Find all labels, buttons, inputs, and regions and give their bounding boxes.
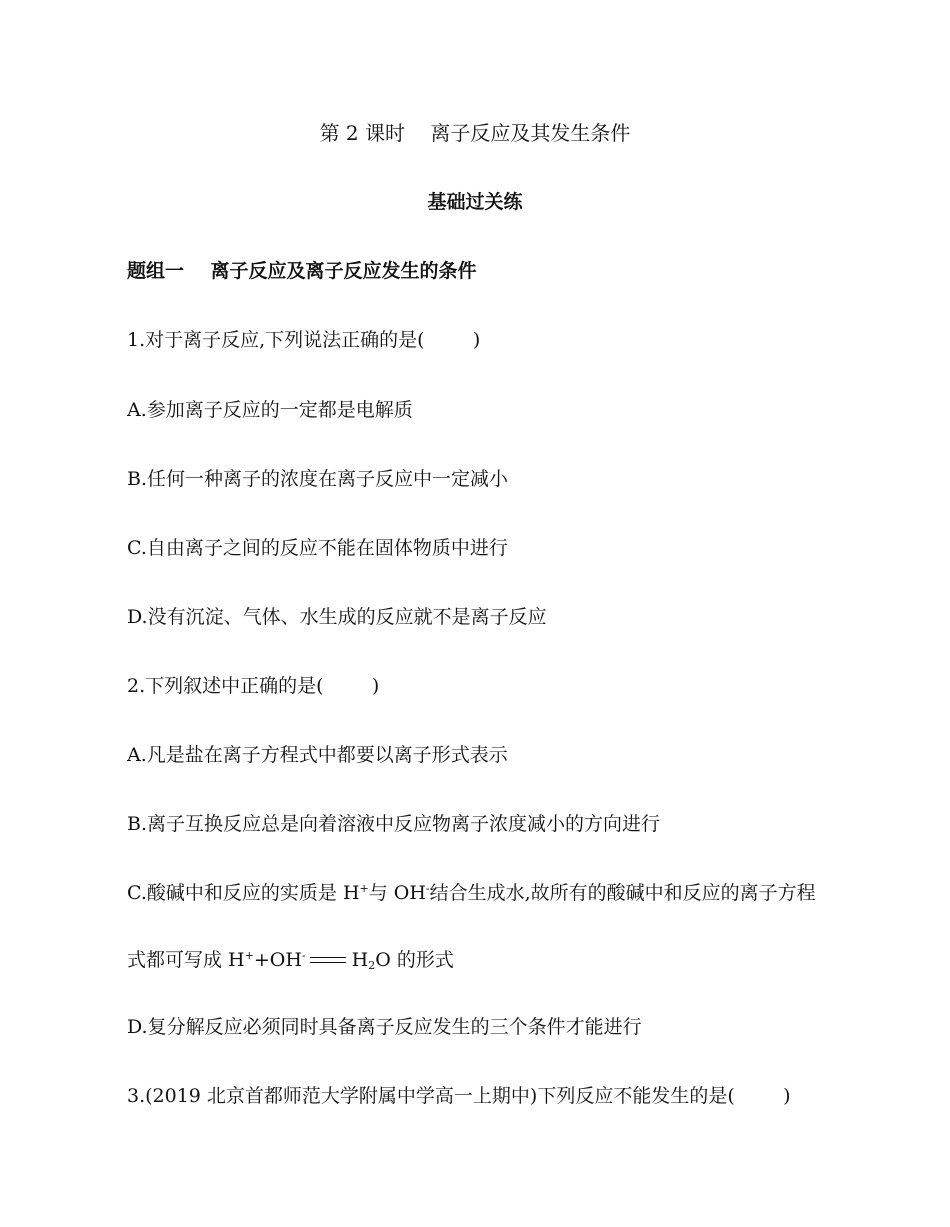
option-c-text: O 的形式 <box>375 949 454 971</box>
formula-text: H <box>351 949 369 971</box>
question-1-option-b: B.任何一种离子的浓度在离子反应中一定减小 <box>127 468 509 490</box>
option-c-text: C.酸碱中和反应的实质是 H <box>127 882 360 904</box>
section-heading: 基础过关练 <box>427 191 523 213</box>
option-c-text: 与 OH <box>368 882 426 904</box>
superscript-minus: - <box>301 949 306 962</box>
question-2-option-c-line-2 <box>127 948 454 972</box>
question-2-option-c-line-1 <box>127 881 816 905</box>
question-2-stem: 2.下列叙述中正确的是( ) <box>127 675 380 697</box>
question-1-option-d: D.没有沉淀、气体、水生成的反应就不是离子反应 <box>127 606 547 628</box>
option-c-text: 式都可写成 H <box>127 949 245 971</box>
question-2-option-a: A.凡是盐在离子方程式中都要以离子形式表示 <box>127 744 508 766</box>
superscript-plus: + <box>359 882 369 895</box>
question-3-stem: 3.(2019 北京首都师范大学附属中学高一上期中)下列反应不能发生的是( ) <box>127 1085 791 1107</box>
question-1-option-c: C.自由离子之间的反应不能在固体物质中进行 <box>127 537 508 559</box>
question-2-option-b: B.离子互换反应总是向着溶液中反应物离子浓度减小的方向进行 <box>127 813 661 835</box>
option-c-text: 结合生成水,故所有的酸碱中和反应的离子方程 <box>429 882 816 904</box>
question-1-stem: 1.对于离子反应,下列说法正确的是( ) <box>127 329 481 351</box>
group-heading: 题组一 离子反应及离子反应发生的条件 <box>127 260 477 282</box>
subscript-two: 2 <box>368 959 376 972</box>
superscript-plus: + <box>244 949 254 962</box>
double-line-equals-icon <box>310 957 346 963</box>
option-c-text: +OH <box>253 949 302 971</box>
question-1-option-a: A.参加离子反应的一定都是电解质 <box>127 399 413 421</box>
question-2-option-d: D.复分解反应必须同时具备离子反应发生的三个条件才能进行 <box>127 1016 642 1038</box>
superscript-minus: - <box>425 882 430 895</box>
page-title: 第 2 课时 离子反应及其发生条件 <box>319 121 631 145</box>
